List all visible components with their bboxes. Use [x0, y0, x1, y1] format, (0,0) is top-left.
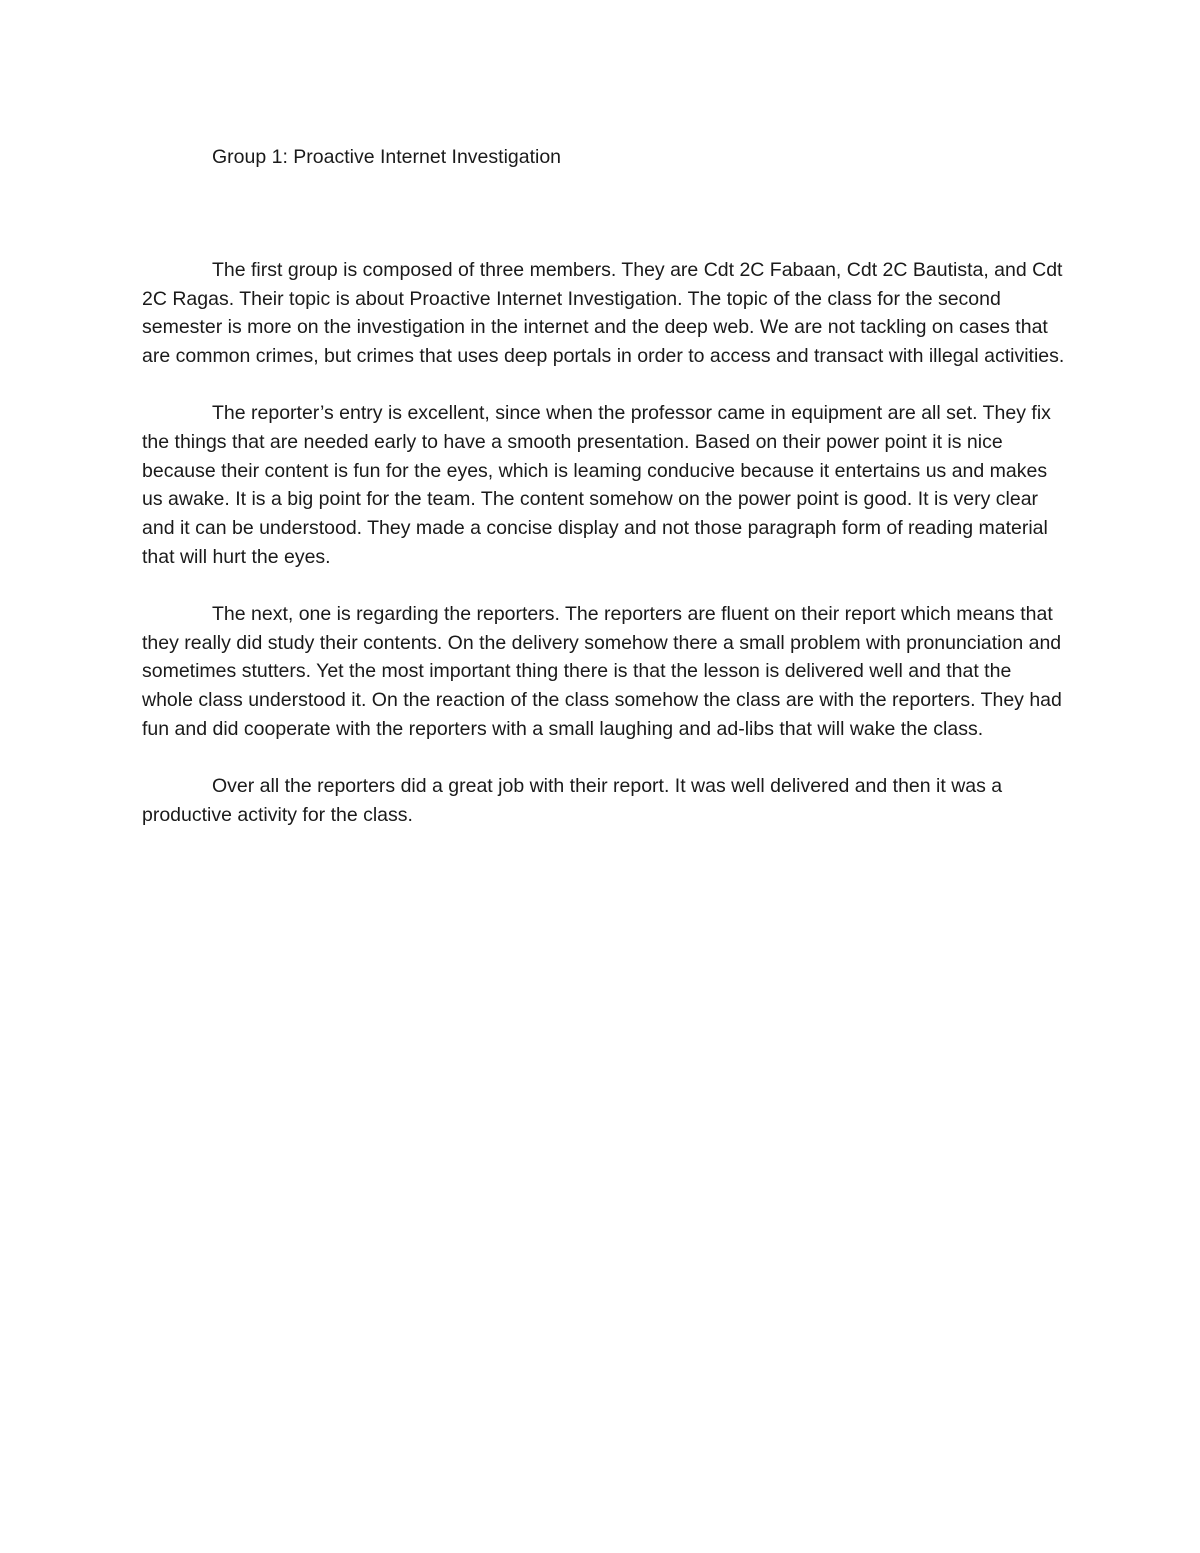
- document-title: Group 1: Proactive Internet Investigation: [212, 146, 562, 168]
- paragraph-reporters-delivery: The next, one is regarding the reporters. The reporters are fluent on their report which means that they really did study their contents. On the delivery somehow there a small problem with pronunciation and sometimes stutters. Yet the most important thing there is that the lesson is delivered well and that the whole class understood it. On the reaction of the class somehow the class are with the reporters. They had fun and did cooperate with the reporters with a small laughing and ad-libs that will wake the class.: [142, 603, 1062, 740]
- paragraph-reporter-entry: The reporter’s entry is excellent, since when the professor came in equipment are all set. They fix the things that are needed early to have a smooth presentation. Based on their power point it is nice because their content is fun for the eyes, which is leaming conducive because it entertains us and makes us awake. It is a big point for the team. The content somehow on the power point is good. It is very clear and it can be understood. They made a concise display and not those paragraph form of reading material that will hurt the eyes.: [142, 402, 1051, 568]
- paragraph-conclusion: Over all the reporters did a great job with their report. It was well delivered and then it was a productive activity for the class.: [142, 775, 1003, 826]
- paragraph-group-members: The first group is composed of three members. They are Cdt 2C Fabaan, Cdt 2C Bautista, and Cdt 2C Ragas. Their topic is about Proactive Internet Investigation. The topic of the class for the second semester is more on the investigation in the internet and the deep web. We are not tackling on cases that are common crimes, but crimes that uses deep portals in order to access and transact with illegal activities.: [142, 259, 1065, 368]
- document-body: [142, 256, 1067, 858]
